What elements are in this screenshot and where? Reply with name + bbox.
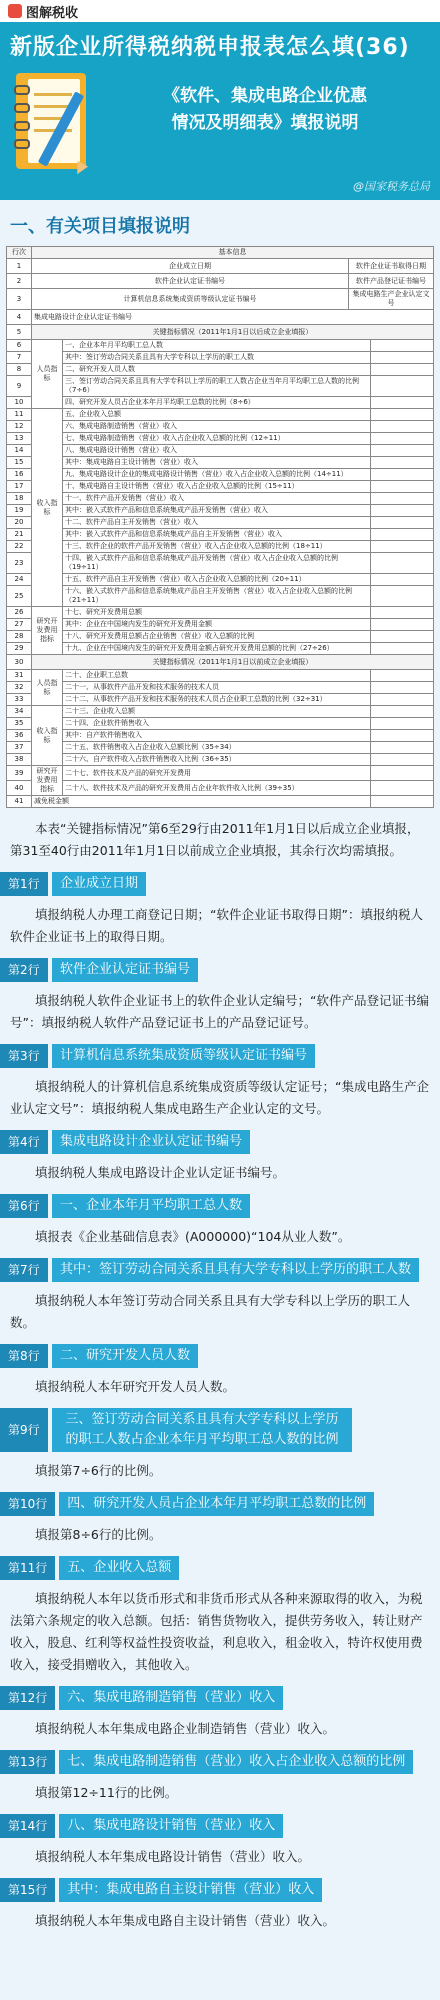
value-cell[interactable] xyxy=(371,481,434,493)
table-cell: 软件企业证书取得日期 xyxy=(348,259,433,274)
table-cell: 九、集成电路设计企业的集成电路设计销售（营业）收入占企业收入总额的比例（14÷11） xyxy=(63,469,371,481)
row-number: 31 xyxy=(7,670,32,682)
row-number: 35 xyxy=(7,718,32,730)
row-number: 11 xyxy=(7,409,32,421)
table-cell: 企业成立日期 xyxy=(32,259,349,274)
table-cell: 二十二、从事软件产品开发和技术服务的技术人员占企业职工总数的比例（32÷31） xyxy=(63,694,371,706)
table-cell: 减免税金额 xyxy=(32,796,371,808)
table-cell: 二十四、企业软件销售收入 xyxy=(63,718,371,730)
value-cell[interactable] xyxy=(371,694,434,706)
value-cell[interactable] xyxy=(371,457,434,469)
row-number: 18 xyxy=(7,493,32,505)
item-label-row xyxy=(0,1194,440,1218)
row-number: 20 xyxy=(7,517,32,529)
table-row xyxy=(7,364,434,376)
row-number: 28 xyxy=(7,631,32,643)
item-label: 四、研究开发人员占企业本年月平均职工总数的比例 xyxy=(59,1492,374,1516)
item-description: 填报纳税人本年集成电路自主设计销售（营业）收入。 xyxy=(35,1913,336,1928)
item-description: 填报第7÷6行的比例。 xyxy=(35,1463,162,1478)
table-cell: 软件企业认定证书编号 xyxy=(32,274,349,289)
value-cell[interactable] xyxy=(371,607,434,619)
item-label-row xyxy=(0,1556,440,1580)
table-row xyxy=(7,730,434,742)
item-row-number: 第3行 xyxy=(0,1044,48,1068)
value-cell[interactable] xyxy=(371,445,434,457)
item-description: 填报第12÷11行的比例。 xyxy=(35,1785,178,1800)
table-cell: 六、集成电路制造销售（营业）收入 xyxy=(63,421,371,433)
page-subtitle xyxy=(100,69,430,179)
item-row-number: 第10行 xyxy=(0,1492,55,1516)
item-label: 计算机信息系统集成资质等级认定证书编号 xyxy=(52,1044,315,1068)
item-label: 其中：签订劳动合同关系且具有大学专科以上学历的职工人数 xyxy=(52,1258,419,1282)
item-label: 八、集成电路设计销售（营业）收入 xyxy=(59,1814,283,1838)
table-row xyxy=(7,607,434,619)
table-cell: 集成电路设计企业认定证书编号 xyxy=(32,310,434,325)
row-number: 7 xyxy=(7,352,32,364)
value-cell[interactable] xyxy=(371,706,434,718)
intro-paragraph: 本表“关键指标情况”第6至29行由2011年1月1日以后成立企业填报，第31至40行由2011年1月1日以前成立企业填报，其余行次均需填报。 xyxy=(10,821,420,858)
value-cell[interactable] xyxy=(371,682,434,694)
section-heading: 一、有关项目填报说明 xyxy=(10,216,190,237)
row-number: 34 xyxy=(7,706,32,718)
item-label: 五、企业收入总额 xyxy=(59,1556,179,1580)
table-cell: 二十三、企业收入总额 xyxy=(63,706,371,718)
row-group-label: 收入指标 xyxy=(32,409,63,607)
table-cell: 五、企业收入总额 xyxy=(63,409,371,421)
item-row-number: 第12行 xyxy=(0,1686,55,1710)
value-cell[interactable] xyxy=(371,505,434,517)
row-number: 27 xyxy=(7,619,32,631)
notebook-pencil-icon xyxy=(10,69,100,179)
row-number: 16 xyxy=(7,469,32,481)
table-row xyxy=(7,469,434,481)
value-cell[interactable] xyxy=(371,586,434,607)
table-cell: 计算机信息系统集成资质等级认定证书编号 xyxy=(32,289,349,310)
table-row xyxy=(7,682,434,694)
value-cell[interactable] xyxy=(371,754,434,766)
item-description: 填报纳税人集成电路设计企业认定证书编号。 xyxy=(35,1165,286,1180)
table-cell: 软件产品登记证书编号 xyxy=(348,274,433,289)
row-number: 30 xyxy=(7,655,32,670)
item-description: 填报纳税人本年签订劳动合同关系且具有大学专科以上学历的职工人数。 xyxy=(10,1293,411,1330)
item-description: 填报纳税人本年集成电路企业制造销售（营业）收入。 xyxy=(35,1721,336,1736)
col-header-basic: 基本信息 xyxy=(32,247,434,259)
value-cell[interactable] xyxy=(371,352,434,364)
form-table-container xyxy=(0,246,440,808)
table-subheader: 关键指标情况（2011年1月1日以后成立企业填报） xyxy=(32,325,434,340)
item-label: 七、集成电路制造销售（营业）收入占企业收入总额的比例 xyxy=(59,1750,413,1774)
item-description: 填报纳税人本年以货币形式和非货币形式从各种来源取得的收入，为税法第六条规定的收入总额。包括：销售货物收入，提供劳务收入，转让财产收入，股息、红利等权益性投资收益，利息收入，租金收入，特许权使用费收入，接受捐赠收入，其他收入。 xyxy=(10,1591,423,1672)
brand-logo[interactable] xyxy=(8,2,78,21)
item-row-number: 第13行 xyxy=(0,1750,55,1774)
row-number: 10 xyxy=(7,397,32,409)
form-table xyxy=(6,246,434,808)
table-cell: 二、研究开发人员人数 xyxy=(63,364,371,376)
table-row xyxy=(7,553,434,574)
row-number: 19 xyxy=(7,505,32,517)
row-number: 4 xyxy=(7,310,32,325)
table-row xyxy=(7,619,434,631)
value-cell[interactable] xyxy=(371,781,434,796)
row-group-label: 研究开发费用指标 xyxy=(32,766,63,796)
table-cell: 十四、嵌入式软件产品和信息系统集成产品开发销售（营业）收入占企业收入总额的比例（19÷11） xyxy=(63,553,371,574)
item-list xyxy=(0,872,440,1934)
item-label-row xyxy=(0,1408,440,1452)
table-cell: 二十五、软件销售收入占企业收入总额比例（35÷34） xyxy=(63,742,371,754)
table-row xyxy=(7,409,434,421)
table-cell: 七、集成电路制造销售（营业）收入占企业收入总额的比例（12÷11） xyxy=(63,433,371,445)
item-label-row xyxy=(0,1492,440,1516)
table-row xyxy=(7,433,434,445)
row-number: 23 xyxy=(7,553,32,574)
value-cell[interactable] xyxy=(371,364,434,376)
item-label-row xyxy=(0,1258,440,1282)
table-row xyxy=(7,766,434,781)
row-number: 21 xyxy=(7,529,32,541)
item-label: 三、签订劳动合同关系且具有大学专科以上学历的职工人数占企业本年月平均职工总人数的比例 xyxy=(52,1408,352,1452)
table-row xyxy=(7,481,434,493)
row-number: 39 xyxy=(7,766,32,781)
subtitle-line-1: 《软件、集成电路企业优惠 xyxy=(163,86,367,106)
row-number: 25 xyxy=(7,586,32,607)
table-cell: 八、集成电路设计销售（营业）收入 xyxy=(63,445,371,457)
row-number: 33 xyxy=(7,694,32,706)
table-cell: 其中：签订劳动合同关系且具有大学专科以上学历的职工人数 xyxy=(63,352,371,364)
row-number: 29 xyxy=(7,643,32,655)
table-cell: 二十八、软件技术及产品的研究开发费用占企业年软件收入比例（39÷35） xyxy=(63,781,371,796)
brand-name: 图解税收 xyxy=(26,5,79,21)
table-cell: 二十六、自产软件收入占软件销售收入比例（36÷35） xyxy=(63,754,371,766)
table-row xyxy=(7,529,434,541)
value-cell[interactable] xyxy=(371,421,434,433)
table-cell: 三、签订劳动合同关系且具有大学专科以上学历的职工人数占企业当年月平均职工总人数的比例（7÷6） xyxy=(63,376,371,397)
value-cell[interactable] xyxy=(371,718,434,730)
item-label: 一、企业本年月平均职工总人数 xyxy=(52,1194,250,1218)
row-number: 40 xyxy=(7,781,32,796)
row-number: 41 xyxy=(7,796,32,808)
item-label-row xyxy=(0,1130,440,1154)
item-description: 填报纳税人的计算机信息系统集成资质等级认定证号；“集成电路生产企业认定文号”：填报纳税人集成电路生产企业认定的文号。 xyxy=(10,1079,429,1116)
credit-label: @国家税务总局 xyxy=(353,180,430,193)
subtitle-line-2: 情况及明细表》填报说明 xyxy=(171,113,359,133)
row-number: 5 xyxy=(7,325,32,340)
table-row xyxy=(7,574,434,586)
value-cell[interactable] xyxy=(371,469,434,481)
top-bar xyxy=(0,0,440,22)
table-row xyxy=(7,586,434,607)
table-row xyxy=(7,376,434,397)
table-row xyxy=(7,457,434,469)
item-row-number: 第14行 xyxy=(0,1814,55,1838)
table-cell: 十九、企业在中国境内发生的研究开发费用金额占研究开发费用总额的比例（27÷26） xyxy=(63,643,371,655)
row-number: 1 xyxy=(7,259,32,274)
table-row xyxy=(7,718,434,730)
row-number: 3 xyxy=(7,289,32,310)
item-label-row xyxy=(0,958,440,982)
value-cell[interactable] xyxy=(371,541,434,553)
table-cell: 十八、研究开发费用总额占企业销售（营业）收入总额的比例 xyxy=(63,631,371,643)
item-row-number: 第7行 xyxy=(0,1258,48,1282)
row-number: 26 xyxy=(7,607,32,619)
item-description: 填报第8÷6行的比例。 xyxy=(35,1527,162,1542)
value-cell[interactable] xyxy=(371,529,434,541)
item-label-row xyxy=(0,1878,440,1902)
table-row xyxy=(7,505,434,517)
row-number: 12 xyxy=(7,421,32,433)
table-row xyxy=(7,517,434,529)
row-number: 9 xyxy=(7,376,32,397)
value-cell[interactable] xyxy=(371,796,434,808)
table-cell: 二十、企业职工总数 xyxy=(63,670,371,682)
item-description: 填报纳税人办理工商登记日期；“软件企业证书取得日期”：填报纳税人软件企业证书上的取得日期。 xyxy=(10,907,423,944)
item-row-number: 第1行 xyxy=(0,872,48,896)
table-row xyxy=(7,541,434,553)
item-row-number: 第8行 xyxy=(0,1344,48,1368)
item-label-row xyxy=(0,1044,440,1068)
table-row xyxy=(7,706,434,718)
value-cell[interactable] xyxy=(371,493,434,505)
table-cell: 十、集成电路自主设计销售（营业）收入占企业收入总额的比例（15÷11） xyxy=(63,481,371,493)
item-label: 企业成立日期 xyxy=(52,872,146,896)
table-row xyxy=(7,781,434,796)
table-row xyxy=(7,796,434,808)
item-row-number: 第4行 xyxy=(0,1130,48,1154)
row-number: 14 xyxy=(7,445,32,457)
item-label-row xyxy=(0,1686,440,1710)
table-row xyxy=(7,421,434,433)
table-cell: 集成电路生产企业认定文号 xyxy=(348,289,433,310)
row-group-label: 人员指标 xyxy=(32,340,63,409)
row-number: 2 xyxy=(7,274,32,289)
value-cell[interactable] xyxy=(371,397,434,409)
item-label-row xyxy=(0,872,440,896)
col-header-row: 行次 xyxy=(7,247,32,259)
table-row xyxy=(7,340,434,352)
value-cell[interactable] xyxy=(371,619,434,631)
item-label: 二、研究开发人员人数 xyxy=(52,1344,198,1368)
row-number: 37 xyxy=(7,742,32,754)
table-row xyxy=(7,445,434,457)
value-cell[interactable] xyxy=(371,670,434,682)
item-row-number: 第11行 xyxy=(0,1556,55,1580)
table-cell: 四、研究开发人员占企业本年月平均职工总数的比例（8÷6） xyxy=(63,397,371,409)
table-cell: 十二、软件产品自主开发销售（营业）收入 xyxy=(63,517,371,529)
row-number: 6 xyxy=(7,340,32,352)
value-cell[interactable] xyxy=(371,517,434,529)
table-cell: 二十一、从事软件产品开发和技术服务的技术人员 xyxy=(63,682,371,694)
item-label-row xyxy=(0,1344,440,1368)
table-cell: 其中：嵌入式软件产品和信息系统集成产品自主开发销售（营业）收入 xyxy=(63,529,371,541)
table-cell: 十六、嵌入式软件产品和信息系统集成产品自主开发销售（营业）收入占企业收入总额的比例（21÷11） xyxy=(63,586,371,607)
value-cell[interactable] xyxy=(371,340,434,352)
table-row xyxy=(7,694,434,706)
value-cell[interactable] xyxy=(371,409,434,421)
row-number: 22 xyxy=(7,541,32,553)
row-group-label: 人员指标 xyxy=(32,670,63,706)
table-cell: 一、企业本年月平均职工总人数 xyxy=(63,340,371,352)
table-row xyxy=(7,352,434,364)
page-title: 新版企业所得税纳税申报表怎么填(36) xyxy=(10,35,410,60)
value-cell[interactable] xyxy=(371,376,434,397)
value-cell[interactable] xyxy=(371,766,434,781)
table-cell: 其中：自产软件销售收入 xyxy=(63,730,371,742)
table-row xyxy=(7,670,434,682)
row-number: 17 xyxy=(7,481,32,493)
item-description: 填报纳税人本年集成电路设计销售（营业）收入。 xyxy=(35,1849,311,1864)
item-row-number: 第15行 xyxy=(0,1878,55,1902)
table-cell: 其中：企业在中国境内发生的研究开发费用金额 xyxy=(63,619,371,631)
brand-icon xyxy=(8,4,22,18)
item-label: 其中：集成电路自主设计销售（营业）收入 xyxy=(59,1878,322,1902)
table-cell: 其中：嵌入式软件产品和信息系统集成产品开发销售（营业）收入 xyxy=(63,505,371,517)
table-subheader: 关键指标情况（2011年1月1日以前成立企业填报） xyxy=(32,655,434,670)
table-row xyxy=(7,631,434,643)
item-label-row xyxy=(0,1814,440,1838)
value-cell[interactable] xyxy=(371,730,434,742)
hero-banner xyxy=(0,22,440,200)
table-cell: 十一、软件产品开发销售（营业）收入 xyxy=(63,493,371,505)
row-number: 38 xyxy=(7,754,32,766)
item-row-number: 第6行 xyxy=(0,1194,48,1218)
value-cell[interactable] xyxy=(371,433,434,445)
item-label-row xyxy=(0,1750,440,1774)
table-cell: 十五、软件产品自主开发销售（营业）收入占企业收入总额的比例（20÷11） xyxy=(63,574,371,586)
row-number: 36 xyxy=(7,730,32,742)
row-number: 15 xyxy=(7,457,32,469)
row-group-label: 收入指标 xyxy=(32,706,63,766)
row-number: 32 xyxy=(7,682,32,694)
table-row xyxy=(7,643,434,655)
value-cell[interactable] xyxy=(371,574,434,586)
table-row xyxy=(7,754,434,766)
row-number: 13 xyxy=(7,433,32,445)
row-group-label: 研究开发费用指标 xyxy=(32,607,63,655)
table-row xyxy=(7,493,434,505)
table-cell: 十三、软件企业的软件产品开发销售（营业）收入占企业收入总额的比例（18÷11） xyxy=(63,541,371,553)
item-label: 软件企业认定证书编号 xyxy=(52,958,198,982)
item-row-number: 第9行 xyxy=(0,1408,48,1452)
item-row-number: 第2行 xyxy=(0,958,48,982)
item-description: 填报表《企业基础信息表》(A000000)“104从业人数”。 xyxy=(35,1229,351,1244)
value-cell[interactable] xyxy=(371,643,434,655)
table-row xyxy=(7,742,434,754)
item-description: 填报纳税人本年研究开发人员人数。 xyxy=(35,1379,236,1394)
item-description: 填报纳税人软件企业证书上的软件企业认定编号；“软件产品登记证书编号”：填报纳税人软件产品登记证书上的产品登记证号。 xyxy=(10,993,429,1030)
table-cell: 二十七、软件技术及产品的研究开发费用 xyxy=(63,766,371,781)
value-cell[interactable] xyxy=(371,553,434,574)
value-cell[interactable] xyxy=(371,742,434,754)
item-label: 六、集成电路制造销售（营业）收入 xyxy=(59,1686,283,1710)
row-number: 8 xyxy=(7,364,32,376)
value-cell[interactable] xyxy=(371,631,434,643)
table-cell: 十七、研究开发费用总额 xyxy=(63,607,371,619)
table-cell: 其中：集成电路自主设计销售（营业）收入 xyxy=(63,457,371,469)
row-number: 24 xyxy=(7,574,32,586)
table-row xyxy=(7,397,434,409)
item-label: 集成电路设计企业认定证书编号 xyxy=(52,1130,250,1154)
